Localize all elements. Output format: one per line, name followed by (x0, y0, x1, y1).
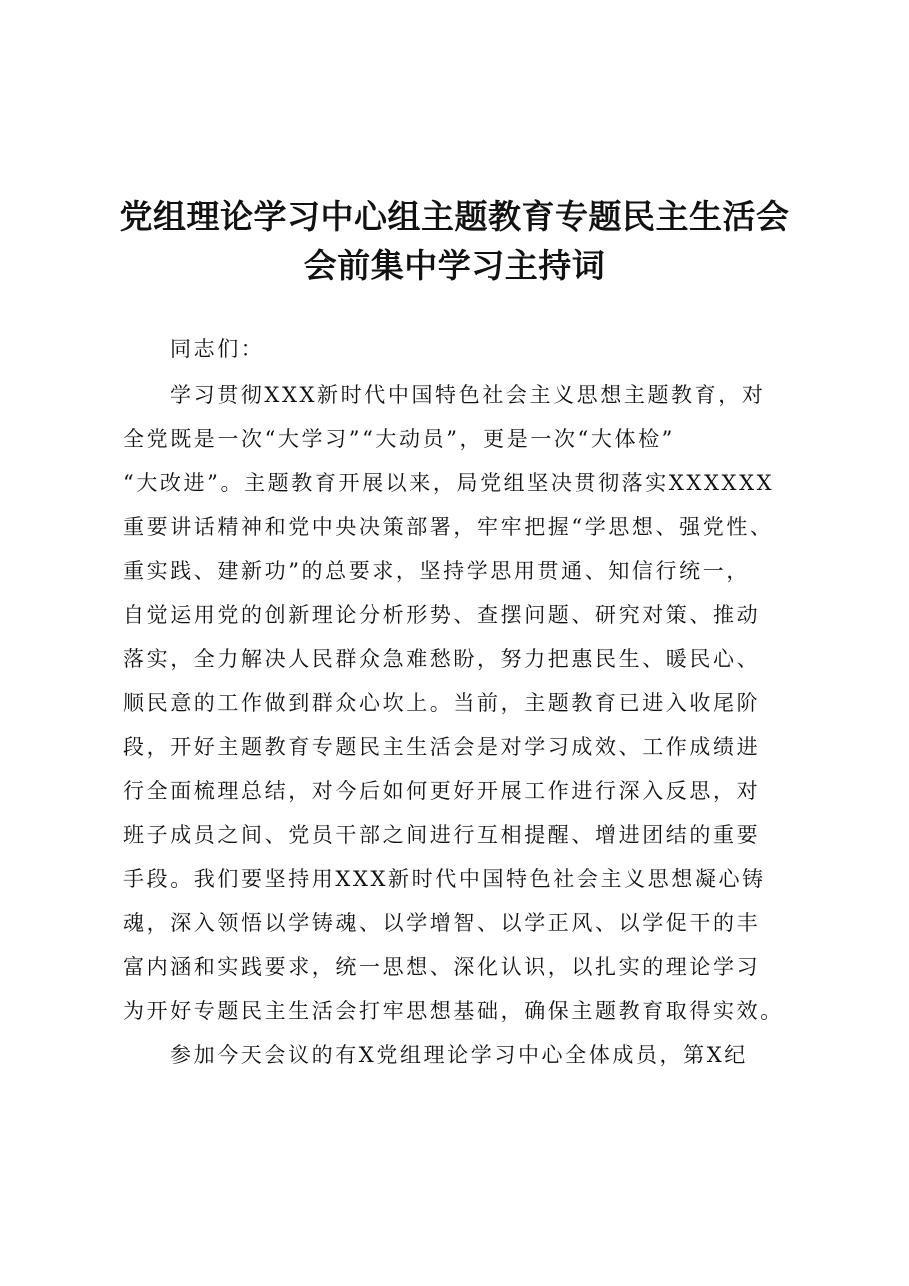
paragraph-1-line-1: 学习贯彻XXX新时代中国特色社会主义思想主题教育，对 (170, 383, 766, 407)
paragraph-1-line-7: 落实，全力解决人民群众急难愁盼，努力把惠民生、暖民心、 (123, 647, 761, 671)
paragraph-2-line-1: 参加今天会议的有X党组理论学习中心全体成员，第X纪 (170, 1043, 748, 1067)
paragraph-1-line-10: 行全面梳理总结，对今后如何更好开展工作进行深入反思，对 (123, 779, 761, 803)
document-title-line-1: 党组理论学习中心组主题教育专题民主生活会 (119, 197, 790, 236)
paragraph-1-line-13: 魂，深入领悟以学铸魂、以学增智、以学正风、以学促干的丰 (123, 911, 761, 935)
paragraph-1-line-2: 全党既是一次“大学习”“大动员”，更是一次“大体检” (123, 427, 676, 451)
paragraph-1-line-11: 班子成员之间、党员干部之间进行互相提醒、增进团结的重要 (123, 823, 761, 847)
paragraph-1-line-12: 手段。我们要坚持用XXX新时代中国特色社会主义思想凝心铸 (123, 867, 766, 891)
salutation: 同志们： (170, 337, 265, 361)
paragraph-1-line-9: 段，开好主题教育专题民主生活会是对学习成效、工作成绩进 (123, 735, 761, 759)
paragraph-1-line-6: 自觉运用党的创新理论分析形势、查摆问题、研究对策、推动 (123, 603, 761, 627)
paragraph-1-line-15: 为开好专题民主生活会打牢思想基础，确保主题教育取得实效。 (123, 999, 784, 1023)
paragraph-1-line-14: 富内涵和实践要求，统一思想、深化认识，以扎实的理论学习 (123, 955, 761, 979)
paragraph-1-line-4: 重要讲话精神和党中央决策部署，牢牢把握“学思想、强党性、 (123, 515, 774, 539)
paragraph-1-line-8: 顺民意的工作做到群众心坎上。当前，主题教育已进入收尾阶 (123, 691, 761, 715)
paragraph-1-line-5: 重实践、建新功”的总要求，坚持学思用贯通、知信行统一， (123, 559, 750, 583)
paragraph-1-line-3: “大改进”。主题教育开展以来，局党组坚决贯彻落实XXXXXX (123, 471, 775, 495)
document-title-line-2: 会前集中学习主持词 (303, 246, 606, 285)
